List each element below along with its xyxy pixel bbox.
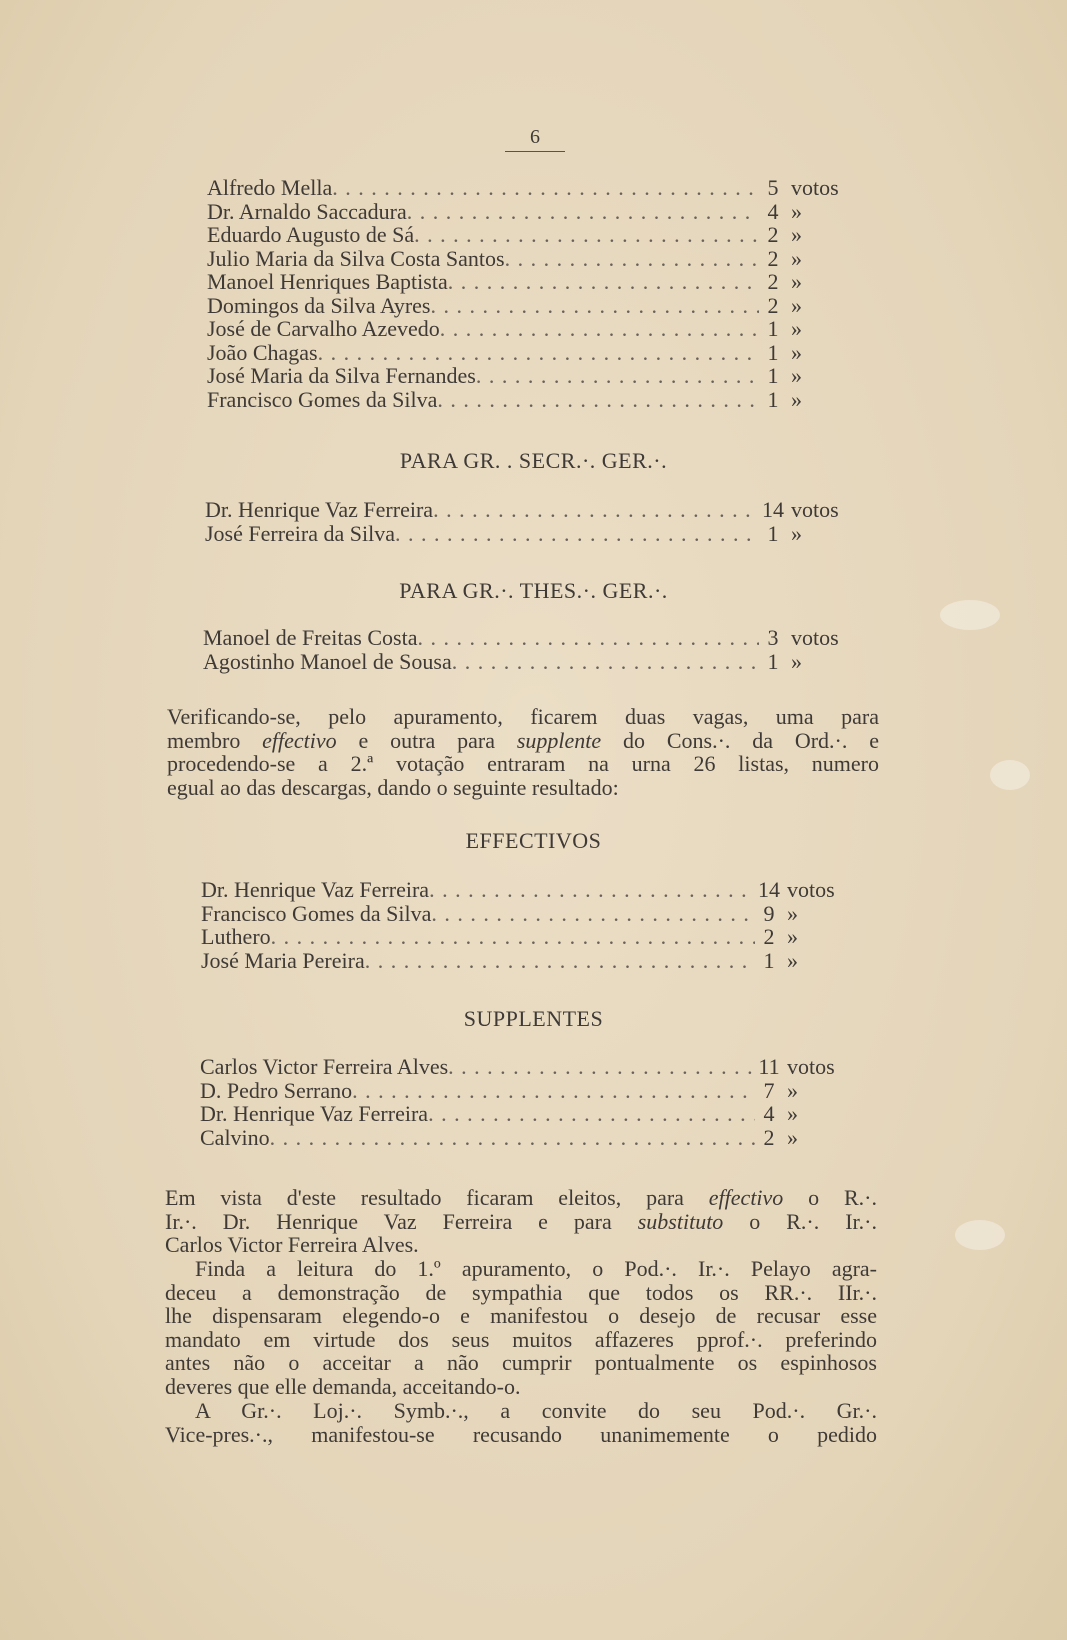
text-line: A Gr.·. Loj.·. Symb.·., a convite do seu Pod.·. Gr.·. (195, 1398, 877, 1423)
vote-count: 1 (767, 648, 779, 674)
leader-dots (448, 270, 759, 294)
text-line: procedendo-se a 2.ª votação entraram na urna 26 listas, numero (167, 751, 879, 776)
text-italic: effectivo (262, 727, 337, 753)
vote-unit: votos (791, 497, 839, 522)
leader-dots (417, 626, 759, 650)
leader-dots (428, 1102, 755, 1126)
text-span: o R.·. Ir.·. (723, 1208, 877, 1234)
text-span: Ir.·. Dr. Henrique Vaz Ferreira e para (165, 1208, 638, 1234)
vote-count: 7 (763, 1077, 775, 1103)
text-line (167, 729, 879, 753)
text-line: Vice-pres.·., manifestou-se recusando unanimemente o pedido (165, 1421, 877, 1447)
vote-count: 4 (767, 198, 779, 224)
vote-unit: » (787, 947, 798, 973)
candidate-name: José Maria da Silva Fernandes (207, 363, 476, 388)
vote-row (207, 364, 847, 388)
leader-dots (440, 317, 759, 341)
candidate-name: Domingos da Silva Ayres (207, 292, 431, 318)
candidate-name: Julio Maria da Silva Costa Santos (207, 245, 505, 271)
candidate-name: Agostinho Manoel de Sousa (203, 648, 452, 674)
vote-list-treasurer (203, 626, 847, 673)
section-heading-secretary: PARA GR. . SECR.·. GER.·. (399, 448, 668, 473)
text-line: mandato em virtude dos seus muitos affazeres pprof.·. preferindo (165, 1326, 877, 1352)
vote-count: 5 (767, 175, 779, 200)
leader-dots (505, 247, 759, 271)
leader-dots (448, 1055, 755, 1079)
leader-dots (332, 176, 759, 200)
paragraph-result (165, 1186, 877, 1257)
vote-count: 9 (763, 900, 775, 926)
vote-row (200, 1102, 843, 1126)
page-number: 6 (505, 126, 565, 152)
leader-dots (476, 364, 759, 388)
text-line: deceu a demonstração de sympathia que todos os RR.·. IIr.·. (165, 1279, 877, 1305)
vote-row (205, 498, 847, 522)
candidate-name: José Ferreira da Silva (205, 520, 395, 546)
vote-unit: » (791, 339, 802, 365)
vote-row (207, 270, 847, 294)
candidate-name: Dr. Arnaldo Saccadura (207, 198, 407, 224)
vote-count: 14 (758, 877, 780, 902)
vote-unit: » (787, 1077, 798, 1103)
text-line: antes não o acceitar a não cumprir pontualmente os espinhosos (165, 1350, 877, 1375)
vote-row (200, 1126, 843, 1150)
vote-unit: » (791, 386, 802, 412)
candidate-name: Eduardo Augusto de Sá (207, 222, 415, 247)
vote-count: 1 (767, 386, 779, 412)
leader-dots (270, 1126, 755, 1150)
vote-row (200, 1079, 843, 1103)
vote-unit: » (791, 363, 802, 388)
leader-dots (433, 498, 759, 522)
vote-unit: » (791, 222, 802, 247)
vote-unit: » (787, 1124, 798, 1150)
leader-dots (437, 388, 759, 412)
vote-list-1 (207, 176, 847, 411)
text-span: o R.·. (783, 1185, 878, 1210)
text-line: Finda a leitura do 1.º apuramento, o Pod.·. Ir.·. Pelayo agra- (195, 1256, 877, 1281)
text-italic: effectivo (708, 1185, 784, 1210)
vote-unit: » (791, 245, 802, 271)
candidate-name: Alfredo Mella (207, 175, 333, 200)
paragraph-lodge (165, 1399, 877, 1446)
vote-unit: » (791, 198, 802, 224)
vote-row (207, 176, 847, 200)
vote-row (207, 341, 847, 365)
text-italic: supplente (516, 727, 602, 753)
paper-stain (940, 600, 1000, 630)
candidate-name: José de Carvalho Azevedo (207, 316, 440, 341)
vote-unit: » (787, 900, 798, 926)
leader-dots (429, 878, 755, 902)
vote-count: 11 (758, 1054, 780, 1079)
vote-row (207, 317, 847, 341)
candidate-name: Carlos Victor Ferreira Alves (200, 1054, 449, 1079)
vote-count: 3 (767, 625, 779, 650)
text-italic: substituto (637, 1208, 724, 1234)
vote-count: 1 (767, 316, 779, 341)
candidate-name: Calvino (200, 1124, 270, 1150)
vote-list-secretary (205, 498, 847, 545)
text-span: membro (167, 727, 263, 753)
vote-count: 1 (767, 339, 779, 365)
text-line: egual ao das descargas, dando o seguinte resultado: (167, 774, 619, 800)
leader-dots (318, 341, 759, 365)
candidate-name: Francisco Gomes da Silva (201, 900, 432, 926)
vote-count: 14 (762, 497, 784, 522)
candidate-name: Dr. Henrique Vaz Ferreira (205, 497, 434, 522)
vote-row (207, 247, 847, 271)
text-line (165, 1210, 877, 1234)
vote-count: 1 (767, 363, 779, 388)
vote-unit: » (791, 648, 802, 674)
text-span: e outra para (336, 727, 517, 753)
text-line: lhe dispensaram elegendo-o e manifestou o desejo de recusar esse (165, 1303, 877, 1328)
vote-unit: » (791, 292, 802, 318)
section-heading-supplentes: SUPPLENTES (463, 1006, 604, 1031)
section-heading-effectivos: EFFECTIVOS (465, 828, 602, 853)
vote-row (201, 949, 843, 973)
vote-row (205, 522, 847, 546)
vote-unit: » (791, 269, 802, 294)
leader-dots (271, 925, 755, 949)
vote-unit: votos (787, 1054, 835, 1079)
vote-count: 2 (763, 924, 775, 949)
vote-count: 2 (767, 222, 779, 247)
vote-unit: votos (787, 877, 835, 902)
vote-count: 1 (763, 947, 775, 973)
vote-row (201, 925, 843, 949)
vote-row (201, 878, 843, 902)
candidate-name: D. Pedro Serrano (200, 1077, 353, 1103)
vote-count: 2 (767, 292, 779, 318)
vote-row (207, 223, 847, 247)
candidate-name: Francisco Gomes da Silva (207, 386, 438, 412)
candidate-name: Manoel de Freitas Costa (203, 625, 418, 650)
vote-count: 2 (763, 1124, 775, 1150)
text-span: do Cons.·. da Ord.·. e (601, 727, 879, 753)
paragraph-verification (167, 705, 879, 799)
paper-stain (955, 1220, 1005, 1250)
candidate-name: Dr. Henrique Vaz Ferreira (201, 877, 430, 902)
vote-row (207, 388, 847, 412)
vote-row (203, 626, 847, 650)
candidate-name: Dr. Henrique Vaz Ferreira (200, 1101, 429, 1126)
candidate-name: Luthero (201, 924, 271, 949)
vote-row (201, 902, 843, 926)
vote-count: 4 (763, 1101, 775, 1126)
leader-dots (395, 522, 759, 546)
leader-dots (431, 902, 755, 926)
text-span: Em vista d'este resultado ficaram eleitos, para (165, 1185, 709, 1210)
vote-row (203, 650, 847, 674)
vote-unit: votos (791, 175, 839, 200)
text-line (165, 1186, 877, 1210)
vote-count: 1 (767, 520, 779, 546)
vote-count: 2 (767, 245, 779, 271)
vote-unit: » (791, 520, 802, 546)
paragraph-pelayo (165, 1257, 877, 1398)
paper-stain (990, 760, 1030, 790)
leader-dots (430, 294, 759, 318)
vote-row (207, 200, 847, 224)
candidate-name: Manoel Henriques Baptista (207, 269, 448, 294)
vote-list-supplentes (200, 1055, 843, 1149)
leader-dots (414, 223, 759, 247)
section-heading-treasurer: PARA GR.·. THES.·. GER.·. (399, 578, 668, 603)
vote-list-effectivos (201, 878, 843, 972)
leader-dots (352, 1079, 755, 1103)
vote-unit: » (787, 924, 798, 949)
vote-count: 2 (767, 269, 779, 294)
leader-dots (452, 650, 759, 674)
candidate-name: João Chagas (207, 339, 318, 365)
leader-dots (407, 200, 759, 224)
leader-dots (365, 949, 755, 973)
text-line: Carlos Victor Ferreira Alves. (165, 1232, 419, 1257)
candidate-name: José Maria Pereira (201, 947, 365, 973)
vote-row (207, 294, 847, 318)
vote-unit: » (791, 316, 802, 341)
vote-row (200, 1055, 843, 1079)
vote-unit: votos (791, 625, 839, 650)
vote-unit: » (787, 1101, 798, 1126)
text-line: deveres que elle demanda, acceitando-o. (165, 1373, 521, 1399)
text-line: Verificando-se, pelo apuramento, ficarem duas vagas, uma para (167, 704, 879, 729)
